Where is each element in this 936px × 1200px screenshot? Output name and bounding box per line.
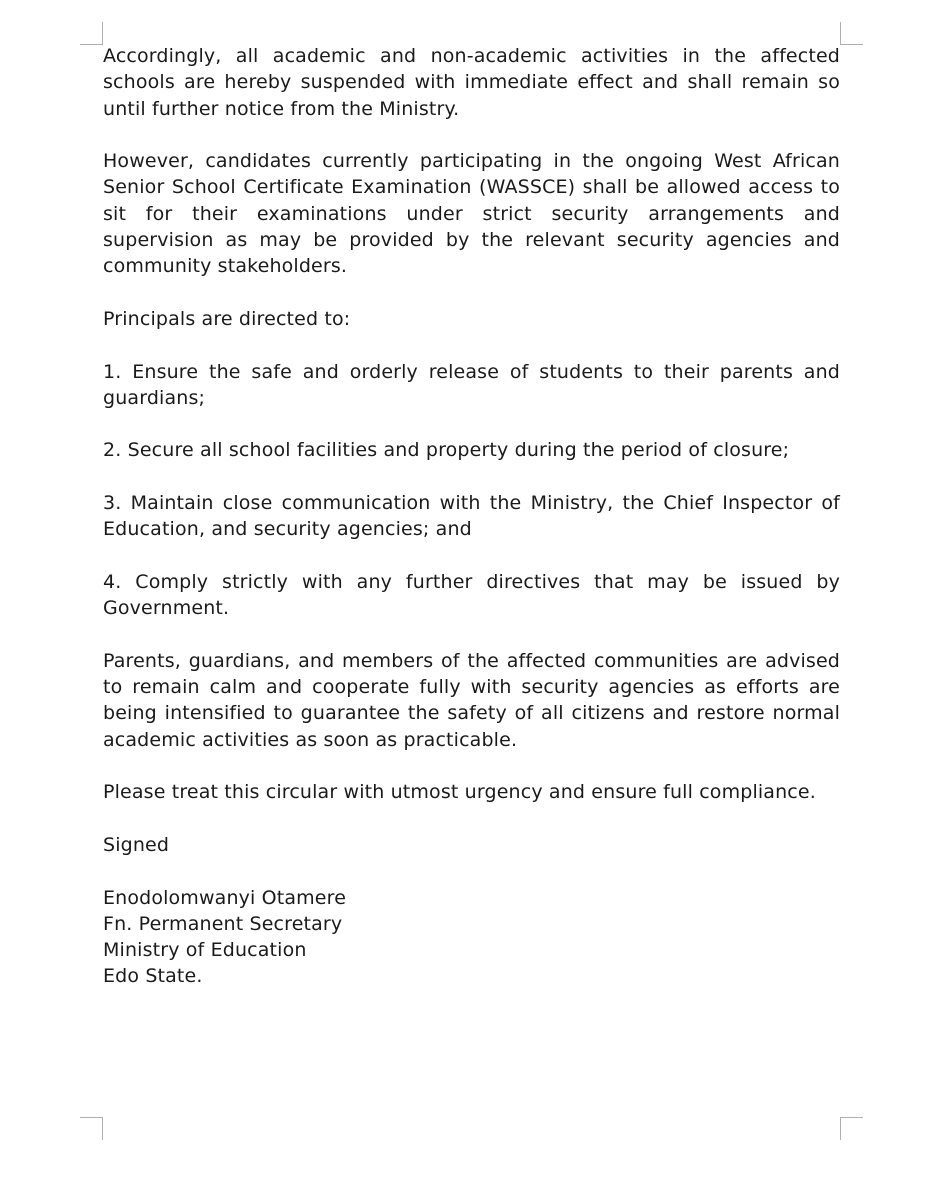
margin-marker-bottom-left — [80, 1117, 103, 1140]
margin-marker-bottom-right — [840, 1117, 863, 1140]
directive-item: 2. Secure all school facilities and property during the period of closure; — [103, 439, 790, 462]
directive-item: 3. Maintain close communication with the Ministry, the Chief Inspector of Education, and security agencies; and — [103, 492, 840, 541]
signed-label: Signed — [103, 833, 170, 856]
paragraph-urgency: Please treat this circular with utmost urgency and ensure full compliance. — [103, 781, 816, 804]
paragraph-principals-intro: Principals are directed to: — [103, 307, 351, 330]
signature-block — [103, 885, 840, 990]
directive-item: 4. Comply strictly with any further directives that may be issued by Government. — [103, 570, 840, 620]
signatory-name: Enodolomwanyi Otamere — [103, 886, 347, 909]
signatory-ministry: Ministry of Education — [103, 939, 307, 962]
paragraph-suspension: Accordingly, all academic and non-academic activities in the affected schools are hereby suspended with immediate effect and shall remain so until further notice from the Ministry. — [103, 45, 840, 120]
margin-marker-top-left — [80, 22, 103, 45]
document-body — [103, 43, 840, 990]
paragraph-parents: Parents, guardians, and members of the affected communities are advised to remain calm and cooperate fully with security agencies as efforts are being intensified to guarantee the safety of all citizens and restore normal academic activities as soon as practicable. — [103, 649, 840, 751]
directive-item: 1. Ensure the safe and orderly release of students to their parents and guardians; — [103, 360, 840, 409]
paragraph-wassce: However, candidates currently participating in the ongoing West African Senior School Certificate Examination (WASSCE) shall be allowed access to sit for their examinations under strict security arrangements and supervision as may be provided by the relevant security agencies and community stakeholders. — [103, 150, 840, 278]
signatory-title: Fn. Permanent Secretary — [103, 912, 343, 935]
margin-marker-top-right — [840, 22, 863, 45]
signatory-state: Edo State. — [103, 965, 203, 988]
